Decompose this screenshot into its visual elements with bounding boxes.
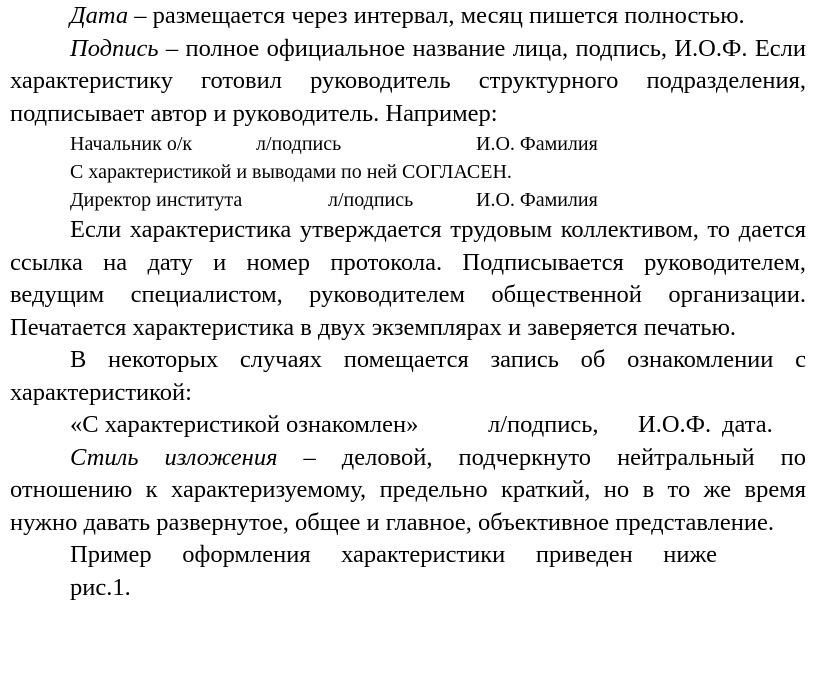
paragraph-acquaint: В некоторых случаях помещается запись об ознакомлении с характеристикой: <box>10 346 806 406</box>
sample-signature-head: л/подпись <box>256 133 342 155</box>
acquaint-date: дата. <box>722 411 773 438</box>
acquaint-text: «С характеристикой ознакомлен» <box>70 411 419 438</box>
term-signature: Подпись <box>70 34 159 62</box>
term-date: Дата <box>70 2 129 29</box>
paragraph-signature-text: – полное официальное название лица, подпись, И.О.Ф. Если характеристику готовил руководитель структурного подразделения, подписывает автор и руководитель. Например: <box>10 34 806 127</box>
paragraph-date <box>10 0 806 33</box>
paragraph-date-text: – размещается через интервал, месяц пишется полностью. <box>128 2 745 29</box>
paragraph-approval: Если характеристика утверждается трудовым коллективом, то дается ссылка на дату и номер протокола. Подписывается руководителем, ведущим специалистом, руководителем общественной организации. Печатается характеристика в двух экземплярах и заверяется печатью. <box>10 216 806 341</box>
acquaint-signature: л/подпись, <box>488 411 599 438</box>
sample-name-head: И.О. Фамилия <box>476 133 598 155</box>
acquaint-name: И.О.Ф. <box>638 411 712 438</box>
term-style: Стиль изложения <box>70 443 278 471</box>
paragraph-style-text: – деловой, подчеркнуто нейтральный по отношению к характеризуемому, предельно краткий, но в то же время нужно давать развернутое, общее и главное, объективное представление. <box>10 443 806 536</box>
sample-name-director: И.О. Фамилия <box>476 189 598 211</box>
sample-signature-director: л/подпись <box>328 189 414 211</box>
paragraph-style <box>10 442 806 540</box>
paragraph-example-line1: Пример оформления характеристики приведен ниже <box>70 541 717 568</box>
sample-row-agree <box>10 158 806 186</box>
document-page <box>10 0 806 604</box>
paragraph-example-line2: рис.1. <box>70 573 131 601</box>
sample-row-head <box>10 130 806 158</box>
sample-row-director <box>10 186 806 214</box>
sample-position-head: Начальник о/к <box>70 133 193 155</box>
paragraph-signature <box>10 33 806 131</box>
sample-position-director: Директор института <box>70 189 243 211</box>
sample-agree-text: С характеристикой и выводами по ней СОГЛАСЕН. <box>70 161 512 183</box>
acquaint-line <box>10 409 806 442</box>
